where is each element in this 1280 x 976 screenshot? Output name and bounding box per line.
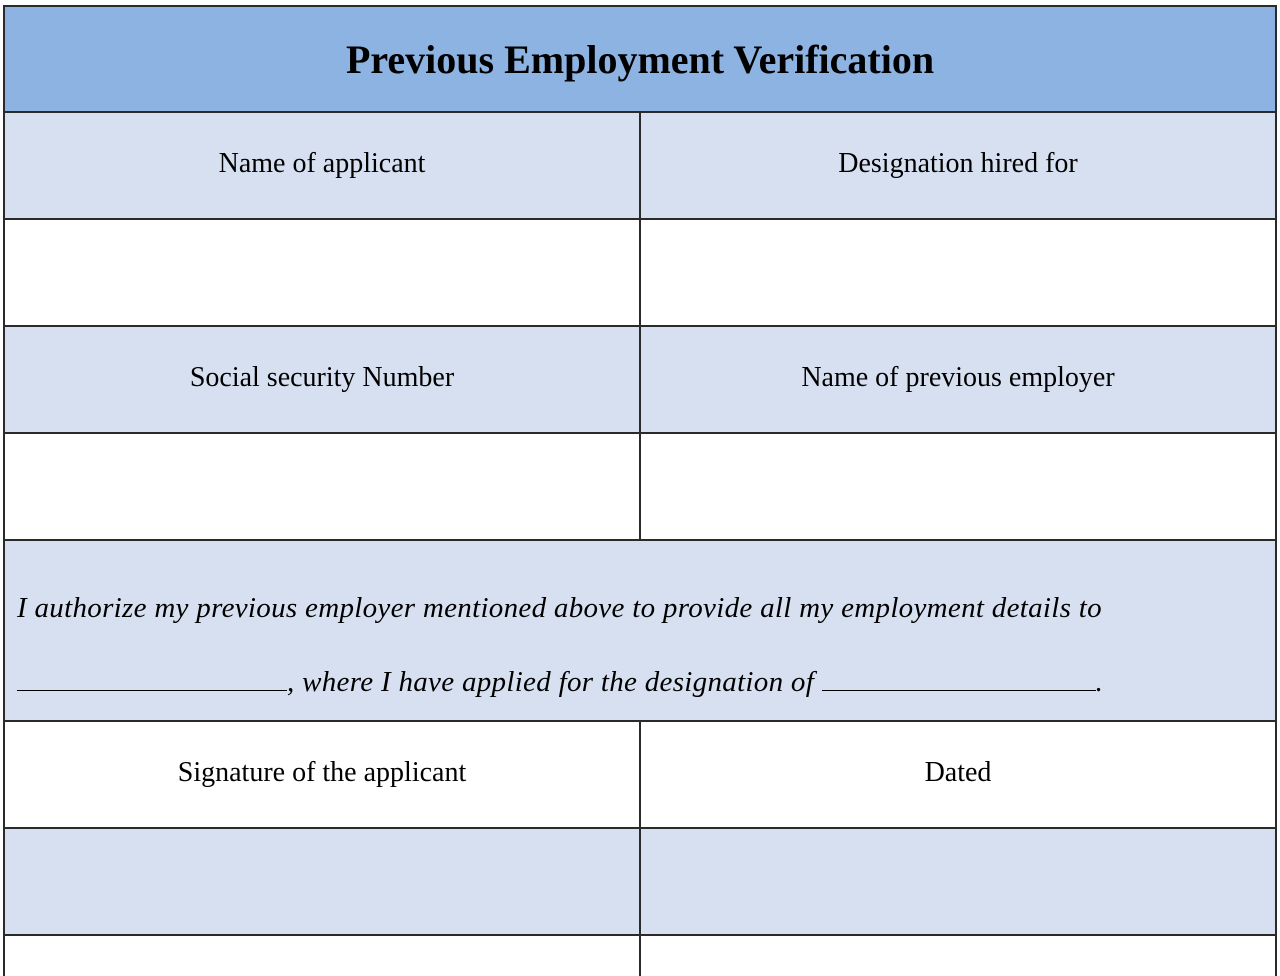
social-security-number-label: Social security Number [5, 327, 641, 432]
label-row-applicant [5, 113, 1275, 220]
authorization-line-2 [17, 645, 1275, 719]
extra-row-left-cell [5, 936, 641, 976]
label-row-ssn [5, 327, 1275, 434]
name-of-previous-employer-field[interactable] [641, 434, 1275, 539]
authorization-line-1: I authorize my previous employer mentioned above to provide all my employment details to [17, 592, 1102, 624]
input-row-applicant [5, 220, 1275, 327]
signature-field[interactable] [5, 829, 641, 934]
authorization-line-2-end: . [1095, 666, 1104, 698]
company-blank-line[interactable] [17, 666, 287, 691]
dated-label: Dated [641, 722, 1275, 827]
input-row-signature [5, 829, 1275, 936]
authorization-line-2-middle: , where I have applied for the designation of [287, 666, 815, 698]
authorization-statement [5, 541, 1275, 722]
name-of-applicant-field[interactable] [5, 220, 641, 325]
employment-verification-form [3, 5, 1277, 976]
name-of-previous-employer-label: Name of previous employer [641, 327, 1275, 432]
name-of-applicant-label: Name of applicant [5, 113, 641, 218]
social-security-number-field[interactable] [5, 434, 641, 539]
date-field[interactable] [641, 829, 1275, 934]
input-row-ssn [5, 434, 1275, 541]
label-row-signature [5, 722, 1275, 829]
form-title-text: Previous Employment Verification [345, 36, 935, 82]
extra-row [5, 936, 1275, 976]
designation-blank-line[interactable] [822, 666, 1096, 691]
designation-hired-for-label: Designation hired for [641, 113, 1275, 218]
designation-hired-for-field[interactable] [641, 220, 1275, 325]
signature-of-applicant-label: Signature of the applicant [5, 722, 641, 827]
form-title [5, 7, 1275, 113]
extra-row-right-cell [641, 936, 1275, 976]
